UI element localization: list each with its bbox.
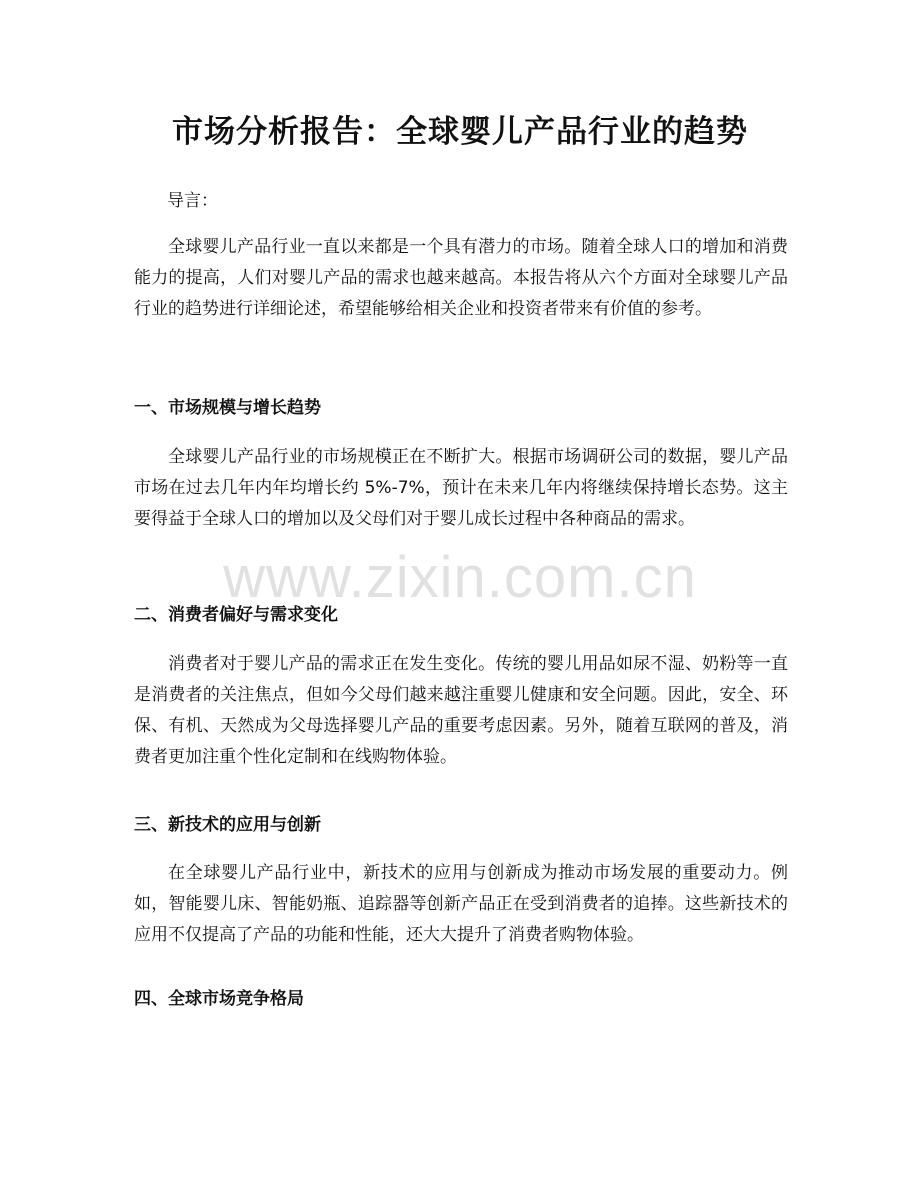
section-heading-market-size: 一、市场规模与增长趋势 [134, 398, 321, 418]
watermark-text: www.zixin.com.cn [223, 545, 697, 610]
section-heading-competition: 四、全球市场竞争格局 [134, 989, 304, 1009]
section-paragraph-new-technology: 在全球婴儿产品行业中，新技术的应用与创新成为推动市场发展的重要动力。例如，智能婴儿床、智能奶瓶、追踪器等创新产品正在受到消费者的追捧。这些新技术的应用不仅提高了产品的功能和性能，还大大提升了消费者购物体验。 [134, 863, 788, 945]
section-paragraph-market-size: 全球婴儿产品行业的市场规模正在不断扩大。根据市场调研公司的数据，婴儿产品市场在过去几年内年均增长约 5%-7%，预计在未来几年内将继续保持增长态势。这主要得益于全球人口的增加以及父母们对于婴儿成长过程中各种商品的需求。 [134, 447, 788, 529]
intro-label: 导言： [167, 191, 218, 211]
section-heading-consumer-preference: 二、消费者偏好与需求变化 [134, 605, 338, 625]
section-paragraph-consumer-preference: 消费者对于婴儿产品的需求正在发生变化。传统的婴儿用品如尿不湿、奶粉等一直是消费者的关注焦点，但如今父母们越来越注重婴儿健康和安全问题。因此，安全、环保、有机、天然成为父母选择婴儿产品的重要考虑因素。另外，随着互联网的普及，消费者更加注重个性化定制和在线购物体验。 [134, 654, 788, 767]
intro-paragraph: 全球婴儿产品行业一直以来都是一个具有潜力的市场。随着全球人口的增加和消费能力的提高，人们对婴儿产品的需求也越来越高。本报告将从六个方面对全球婴儿产品行业的趋势进行详细论述，希望能够给相关企业和投资者带来有价值的参考。 [134, 237, 788, 319]
document-title: 市场分析报告：全球婴儿产品行业的趋势 [172, 114, 748, 150]
section-heading-new-technology: 三、新技术的应用与创新 [134, 815, 321, 835]
